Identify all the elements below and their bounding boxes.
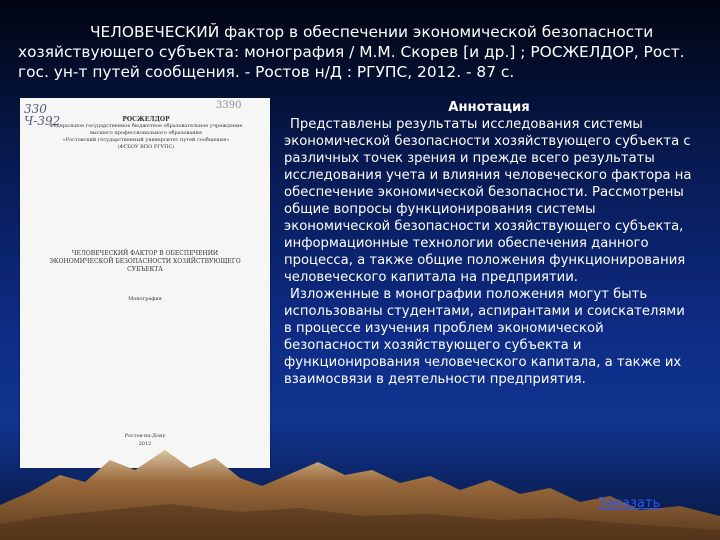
cover-year: 2012 bbox=[138, 441, 152, 447]
annotation-block bbox=[284, 99, 694, 388]
cover-handwritten-code: Ч-392 bbox=[24, 114, 61, 128]
book-cover-image bbox=[20, 98, 270, 468]
mountains-decoration bbox=[0, 420, 720, 540]
cover-publisher-line: «Ростовский государственный университет путей сообщения» bbox=[62, 137, 230, 143]
annotation-paragraph: Представлены результаты исследования системы экономической безопасности хозяйствующего субъекта с различных точек зрения и прежде всего результаты исследования учета и влияния человеческого фактора на обеспечение экономической безопасности. Рассмотрены общие вопросы функционирования системы экономической безопасности хозяйствующего субъекта, информационные технологии обеспечения данного процесса, а также общие положения функционирования человеческого капитала на предприятии. bbox=[284, 117, 692, 285]
cover-city: Ростов-на-Дону bbox=[124, 433, 166, 439]
cover-handwritten-number: 330 bbox=[24, 102, 47, 116]
cover-publisher-line: (ФГБОУ ВПО РГУПС) bbox=[117, 144, 175, 150]
cover-publisher-line: РОСЖЕЛДОР bbox=[122, 116, 170, 123]
cover-publisher-line: высшего профессионального образования bbox=[89, 130, 203, 136]
order-link[interactable]: Заказать bbox=[598, 496, 661, 511]
cover-title: ЧЕЛОВЕЧЕСКИЙ ФАКТОР В ОБЕСПЕЧЕНИИ ЭКОНОМИЧЕСКОЙ БЕЗОПАСНОСТИ ХОЗЯЙСТВУЮЩЕГО СУБЪЕКТА bbox=[49, 250, 241, 273]
cover-subtitle: Монография bbox=[128, 296, 162, 302]
cover-publisher-line: Федеральное государственное бюджетное образовательное учреждение bbox=[49, 123, 243, 129]
book-title: ЧЕЛОВЕЧЕСКИЙ фактор в обеспечении экономической безопасности хозяйствующего субъекта: монография / М.М. Скорев [и др.] ; РОСЖЕЛДОР, Рост. гос. ун-т путей сообщения. - Ростов н/Д : РГУПС, 2012. - 87 с. bbox=[18, 23, 685, 81]
cover-publisher-block bbox=[28, 116, 264, 151]
cover-stamp: 3390 bbox=[216, 100, 242, 111]
annotation-paragraph: Изложенные в монографии положения могут быть использованы студентами, аспирантами и соискателями в процессе изучения проблем экономической безопасности хозяйствующего субъекта и функционирования человеческого капитала, а также их взаимосвязи в деятельности предприятия. bbox=[284, 287, 685, 387]
annotation-heading: Аннотация bbox=[448, 100, 530, 115]
